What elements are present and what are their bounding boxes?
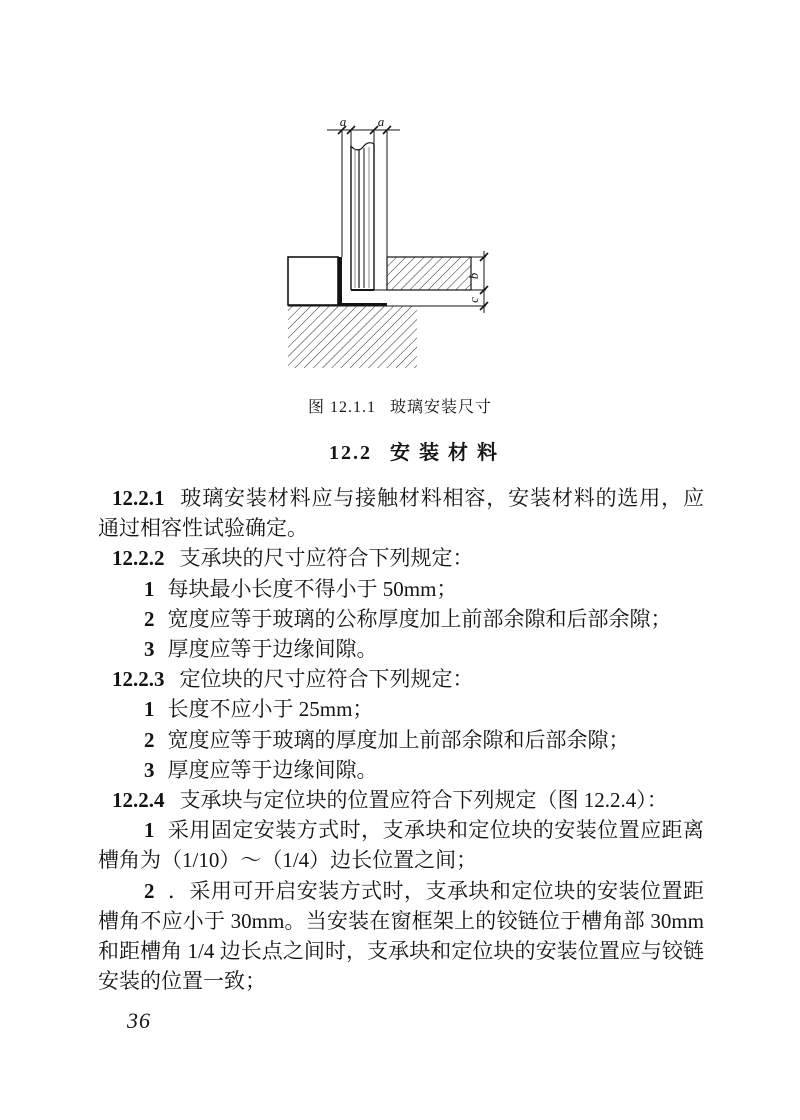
item-number: 1 [144,697,155,722]
clause-text: 定位块的尺寸应符合下列规定： [179,667,474,692]
item-number: 2 [144,878,155,903]
item-text: 每块最小长度不得小于 50mm； [167,576,458,601]
page-number: 36 [127,1008,151,1033]
section-heading [0,436,800,465]
dim-label-b: b [466,272,481,280]
clause-number: 12.2.1 [112,486,165,510]
item-text: 厚度应等于边缘间隙。 [167,757,378,782]
clause-text: 玻璃安装材料应与接触材料相容，安装材料的选用，应通过相容性试验确定。 [98,486,704,541]
figure-caption-title: 玻璃安装尺寸 [390,399,493,416]
clause-paragraph [98,664,704,694]
clause-number: 12.2.2 [112,546,165,571]
body-text [98,483,704,996]
clause-text: 支承块的尺寸应符合下列规定： [179,546,474,571]
clause-item [98,694,704,724]
item-number: 3 [144,637,155,662]
dim-label-c: c [466,297,481,303]
glazing-bead-hatched [387,257,471,290]
clause-item [98,725,704,755]
clause-item [98,755,704,785]
glass-pane [351,143,374,290]
clause-item [98,876,704,997]
item-number: 3 [144,757,155,782]
dimension-b-c [480,251,488,313]
dim-label-a-right: a [377,114,385,129]
section-number: 12.2 [329,442,372,464]
frame-left-block [288,257,342,306]
item-text: ．采用可开启安装方式时，支承块和定位块的安装位置距槽角不应小于 30mm。当安装在窗框架上的铰链位于槽角部 30mm 和距槽角 1/4 边长点之间时，支承块和定位块的安装位置应与铰链安装的位置一致； [98,878,704,994]
glazing-section-diagram [250,100,530,400]
item-text: 采用固定安装方式时，支承块和定位块的安装位置应距离槽角为（1/10）～（1/4）边长位置之间； [98,818,704,873]
clause-number: 12.2.3 [112,667,165,692]
clause-item [98,634,704,664]
item-text: 厚度应等于边缘间隙。 [167,637,378,662]
item-text: 宽度应等于玻璃的公称厚度加上前部余隙和后部余隙； [167,606,672,631]
item-text: 长度不应小于 25mm； [167,697,374,722]
section-title: 安 装 材 料 [390,442,499,464]
item-number: 1 [144,576,155,601]
item-text: 宽度应等于玻璃的厚度加上前部余隙和后部余隙； [167,727,630,752]
item-number: 1 [144,818,155,843]
clause-number: 12.2.4 [112,788,165,813]
clause-item [98,574,704,604]
item-number: 2 [144,606,155,631]
frame-bottom-hatched [288,306,417,368]
clause-item [98,815,704,875]
dim-label-a-left: a [339,114,347,129]
figure-caption-label: 图 12.1.1 [307,399,376,416]
item-number: 2 [144,727,155,752]
clause-paragraph [98,543,704,573]
figure-caption [0,394,800,417]
clause-paragraph [98,483,704,543]
clause-item [98,604,704,634]
clause-paragraph [98,785,704,815]
clause-text: 支承块与定位块的位置应符合下列规定（图 12.2.4）： [179,788,668,813]
